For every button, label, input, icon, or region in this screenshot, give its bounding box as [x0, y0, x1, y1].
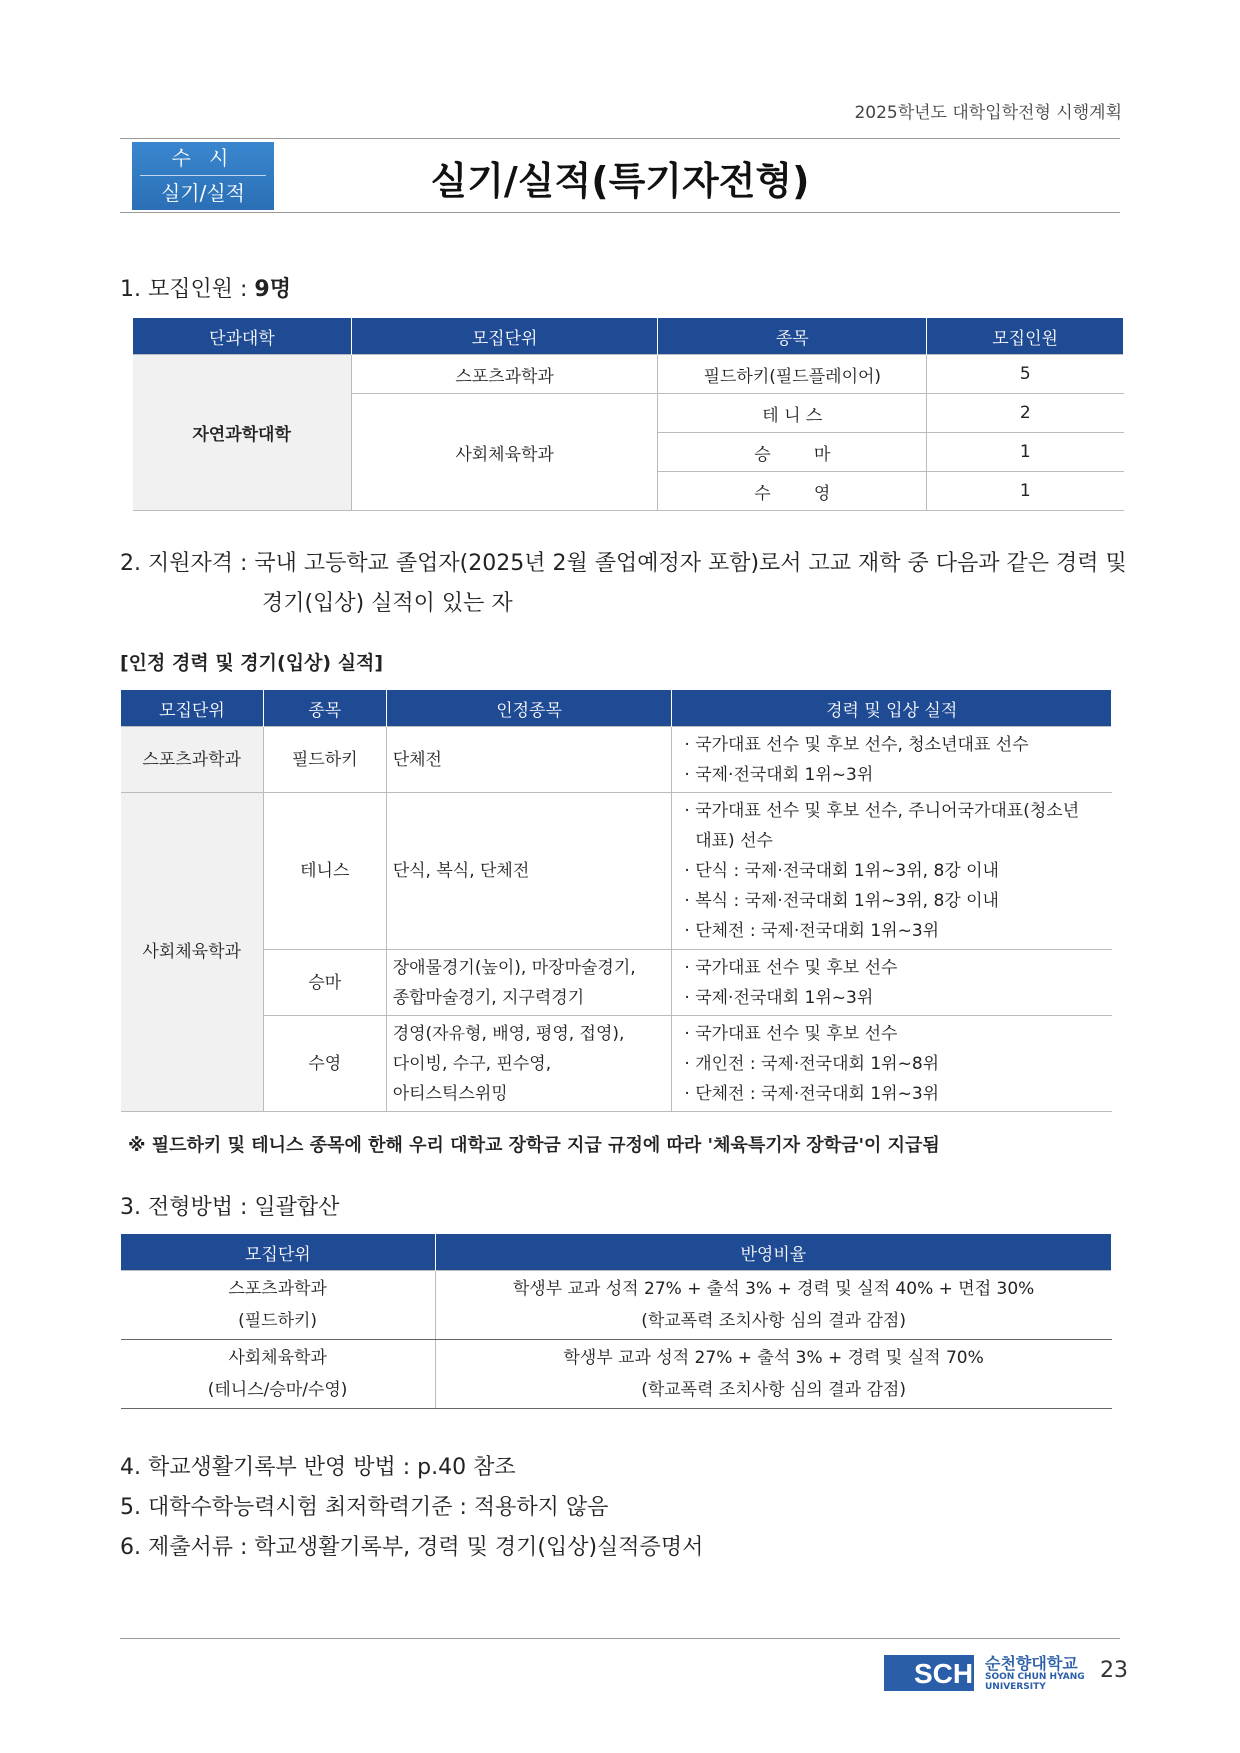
section6-line: 6. 제출서류 : 학교생활기록부, 경력 및 경기(입상)실적증명서: [120, 1535, 704, 1560]
table-header-row: [121, 690, 1112, 727]
table-header-row: [121, 1234, 1112, 1271]
results-cell: [672, 793, 1112, 950]
count-cell: 2: [927, 394, 1124, 433]
result-line: · 국가대표 선수 및 후보 선수: [684, 957, 898, 978]
count-cell: 1: [927, 433, 1124, 472]
qualification-subheading: [인정 경력 및 경기(입상) 실적]: [120, 652, 384, 674]
table-row: [121, 793, 1112, 950]
result-line: · 개인전 : 국제·전국대회 1위~8위: [684, 1053, 940, 1074]
header-rule: [120, 138, 1120, 139]
results-cell: [672, 950, 1112, 1016]
section2-heading: [120, 546, 1130, 577]
sport-cell: 테 니 스: [658, 394, 927, 433]
result-line: · 단체전 : 국제·전국대회 1위~3위: [684, 921, 940, 941]
results-cell: [672, 727, 1112, 793]
title-rule: [120, 212, 1120, 213]
section4-line: 4. 학교생활기록부 반영 방법 : p.40 참조: [120, 1455, 516, 1480]
qualification-table: [120, 690, 1112, 1112]
section2-label: 2. 지원자격 :: [120, 551, 255, 576]
event-line: 종합마술경기, 지구력경기: [392, 987, 585, 1008]
ratio-cell: [435, 1271, 1111, 1340]
unit-cell: [121, 1271, 436, 1340]
result-line: · 국가대표 선수 및 후보 선수: [684, 1023, 898, 1044]
selection-method-table: [120, 1234, 1112, 1409]
results-cell: [672, 1016, 1112, 1112]
sport-cell: 수 영: [658, 472, 927, 511]
table-header: 종목: [263, 690, 386, 727]
recruitment-table: [132, 318, 1124, 511]
result-line: · 국제·전국대회 1위~3위: [684, 764, 874, 785]
event-line: 장애물경기(높이), 마장마술경기,: [392, 957, 636, 978]
unit-line: (필드하키): [238, 1311, 318, 1331]
college-cell: 자연과학대학: [133, 355, 352, 511]
logo-korean-name: 순천향대학교: [985, 1654, 1078, 1673]
ratio-line: 학생부 교과 성적 27% + 출석 3% + 경력 및 실적 40% + 면접 30%: [512, 1279, 1035, 1299]
table-row: [121, 727, 1112, 793]
table-header: 경력 및 입상 실적: [672, 690, 1112, 727]
unit-cell: 스포츠과학과: [121, 727, 264, 793]
section5-line: 5. 대학수학능력시험 최저학력기준 : 적용하지 않음: [120, 1495, 609, 1520]
result-line: · 국가대표 선수 및 후보 선수, 주니어국가대표(청소년: [684, 801, 1080, 821]
logo-mark: SCH: [914, 1658, 974, 1689]
badge-line2: 실기/실적: [160, 181, 246, 205]
unit-cell: 사회체육학과: [351, 394, 658, 511]
sport-cell: 필드하키: [263, 727, 386, 793]
table-row: [121, 1016, 1112, 1112]
event-line: 다이빙, 수구, 핀수영,: [392, 1053, 552, 1074]
section2-line1: 국내 고등학교 졸업자(2025년 2월 졸업예정자 포함)로서 고교 재학 중 다음과 같은 경력 및: [254, 551, 1127, 576]
logo-english-name: [985, 1672, 1085, 1692]
event-line: 단식, 복식, 단체전: [392, 861, 530, 881]
result-line: · 국가대표 선수 및 후보 선수, 청소년대표 선수: [684, 734, 1029, 755]
table-header: 모집인원: [927, 318, 1124, 355]
document-header-title: 2025학년도 대학입학전형 시행계획: [854, 103, 1122, 123]
events-cell: [386, 727, 672, 793]
events-cell: [386, 950, 672, 1016]
ratio-line: 학생부 교과 성적 27% + 출석 3% + 경력 및 실적 70%: [563, 1348, 984, 1368]
logo-english-line2: UNIVERSITY: [985, 1682, 1046, 1692]
count-cell: 1: [927, 472, 1124, 511]
unit-cell: 사회체육학과: [121, 793, 264, 1112]
result-line: · 단식 : 국제·전국대회 1위~3위, 8강 이내: [684, 861, 999, 881]
unit-cell: [121, 1340, 436, 1409]
section1-label: 1. 모집인원 :: [120, 277, 255, 302]
table-row: [121, 950, 1112, 1016]
unit-line: 스포츠과학과: [228, 1279, 327, 1299]
event-line: 경영(자유형, 배영, 평영, 접영),: [392, 1023, 625, 1044]
ratio-line: (학교폭력 조치사항 심의 결과 감점): [641, 1380, 906, 1400]
events-cell: [386, 1016, 672, 1112]
section1-heading: [120, 272, 291, 303]
ratio-line: (학교폭력 조치사항 심의 결과 감점): [641, 1311, 906, 1331]
unit-line: (테니스/승마/수영): [207, 1380, 348, 1400]
unit-line: 사회체육학과: [228, 1348, 327, 1368]
events-cell: [386, 793, 672, 950]
event-line: 단체전: [392, 749, 442, 770]
section2-line2: 경기(입상) 실적이 있는 자: [262, 591, 513, 616]
scholarship-note: ※ 필드하키 및 테니스 종목에 한해 우리 대학교 장학금 지급 규정에 따라 '체육특기자 장학금'이 지급됨: [128, 1135, 940, 1156]
ratio-cell: [435, 1340, 1111, 1409]
footer-rule: [120, 1638, 1120, 1639]
table-row: [121, 1271, 1112, 1340]
result-line: 대표) 선수: [684, 831, 773, 851]
sport-cell: 승 마: [658, 433, 927, 472]
table-header: 인정종목: [386, 690, 672, 727]
table-header-row: [133, 318, 1124, 355]
count-cell: 5: [927, 355, 1124, 394]
table-row: [121, 1340, 1112, 1409]
table-row: [133, 355, 1124, 394]
result-line: · 단체전 : 국제·전국대회 1위~3위: [684, 1083, 940, 1104]
sport-cell: 필드하키(필드플레이어): [658, 355, 927, 394]
sport-cell: 테니스: [263, 793, 386, 950]
page-title: 실기/실적(특기자전형): [430, 159, 810, 203]
table-header: 종목: [658, 318, 927, 355]
unit-cell: 스포츠과학과: [351, 355, 658, 394]
logo-english-line1: SOON CHUN HYANG: [985, 1672, 1085, 1682]
badge-line1: 수 시: [140, 142, 266, 176]
result-line: · 복식 : 국제·전국대회 1위~3위, 8강 이내: [684, 891, 999, 911]
section1-count: 9명: [254, 277, 291, 302]
table-header: 모집단위: [121, 1234, 436, 1271]
table-header: 단과대학: [133, 318, 352, 355]
sport-cell: 수영: [263, 1016, 386, 1112]
page-number: 23: [1100, 1658, 1128, 1683]
event-line: 아티스틱스위밍: [392, 1083, 508, 1104]
section3-heading: 3. 전형방법 : 일괄합산: [120, 1195, 340, 1220]
result-line: · 국제·전국대회 1위~3위: [684, 987, 874, 1008]
sport-cell: 승마: [263, 950, 386, 1016]
table-header: 반영비율: [435, 1234, 1111, 1271]
table-header: 모집단위: [351, 318, 658, 355]
table-header: 모집단위: [121, 690, 264, 727]
